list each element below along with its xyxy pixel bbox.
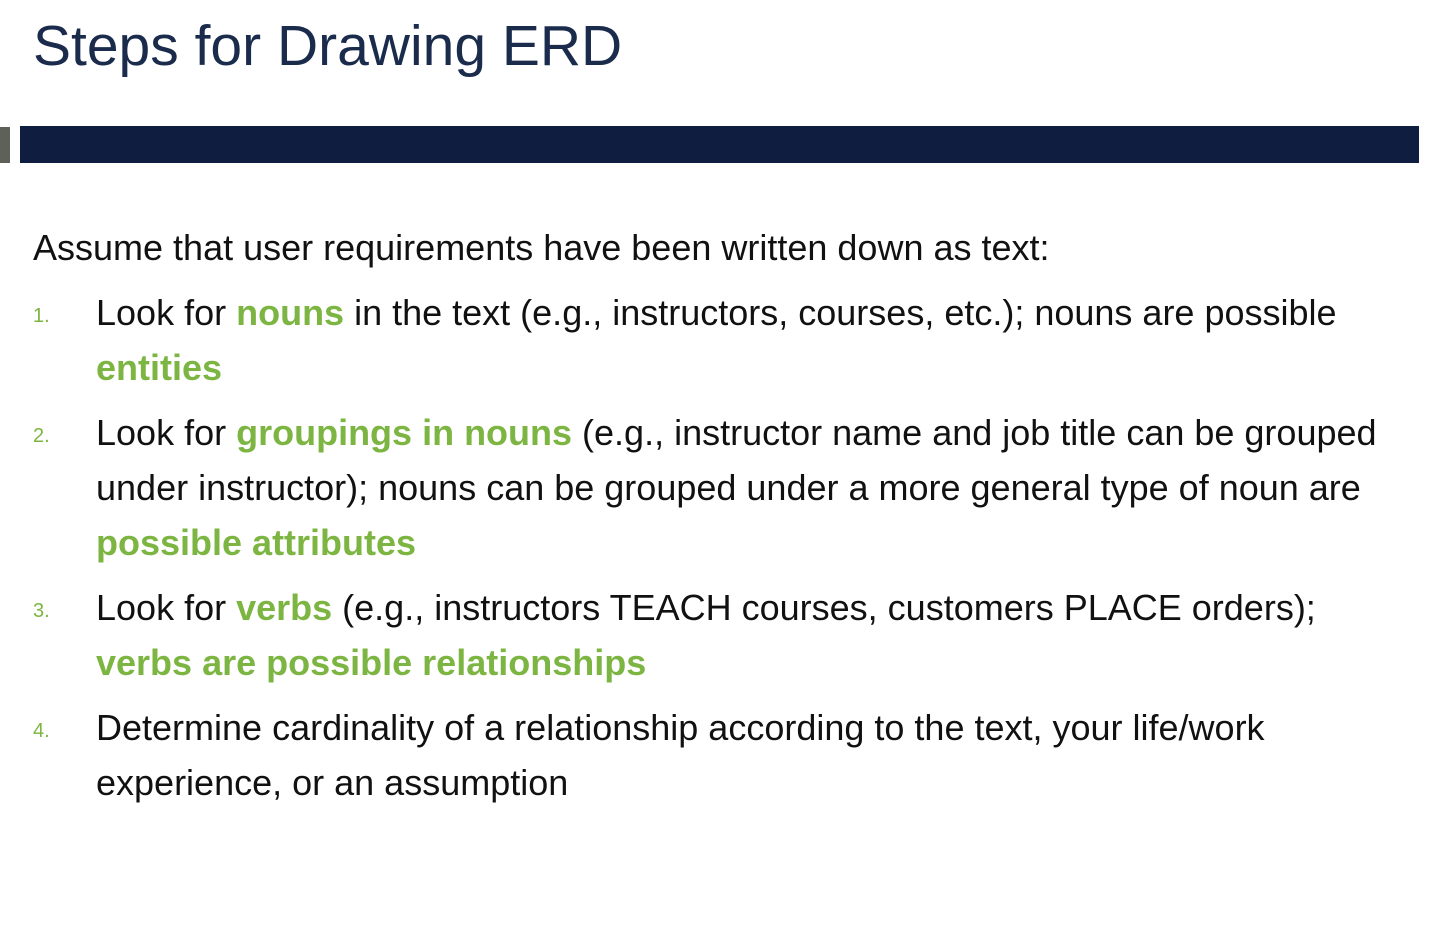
highlight-nouns: nouns: [236, 292, 345, 333]
step-number: 4.: [33, 720, 50, 742]
step-text: (e.g., instructor name and job title can be grouped under instructor); nouns can be grouped under a more general type of noun are: [96, 412, 1377, 508]
step-text: Look for: [96, 292, 237, 333]
step-number: 1.: [33, 305, 50, 327]
highlight-attributes: possible attributes: [96, 522, 417, 563]
highlight-verbs: verbs: [236, 587, 333, 628]
left-accent-tick: [0, 127, 10, 163]
step-item-1: [0, 285, 1380, 395]
highlight-entities: entities: [96, 347, 223, 388]
steps-list: [0, 285, 1380, 820]
step-text: Look for: [96, 587, 237, 628]
step-text: (e.g., instructors TEACH courses, customers PLACE orders);: [332, 587, 1316, 628]
step-item-4: [0, 700, 1380, 810]
step-number: 2.: [33, 425, 50, 447]
step-number: 3.: [33, 600, 50, 622]
highlight-groupings: groupings in nouns: [236, 412, 573, 453]
step-item-3: [0, 580, 1380, 690]
slide-title: Steps for Drawing ERD: [33, 14, 623, 78]
step-text: Determine cardinality of a relationship according to the text, your life/work experience, or an assumption: [96, 707, 1265, 803]
intro-text: Assume that user requirements have been written down as text:: [33, 227, 1050, 268]
step-text: in the text (e.g., instructors, courses, etc.); nouns are possible: [344, 292, 1337, 333]
step-text: Look for: [96, 412, 237, 453]
title-divider-bar: [20, 126, 1419, 163]
highlight-relationships: verbs are possible relationships: [96, 642, 647, 683]
step-item-2: [0, 405, 1380, 570]
